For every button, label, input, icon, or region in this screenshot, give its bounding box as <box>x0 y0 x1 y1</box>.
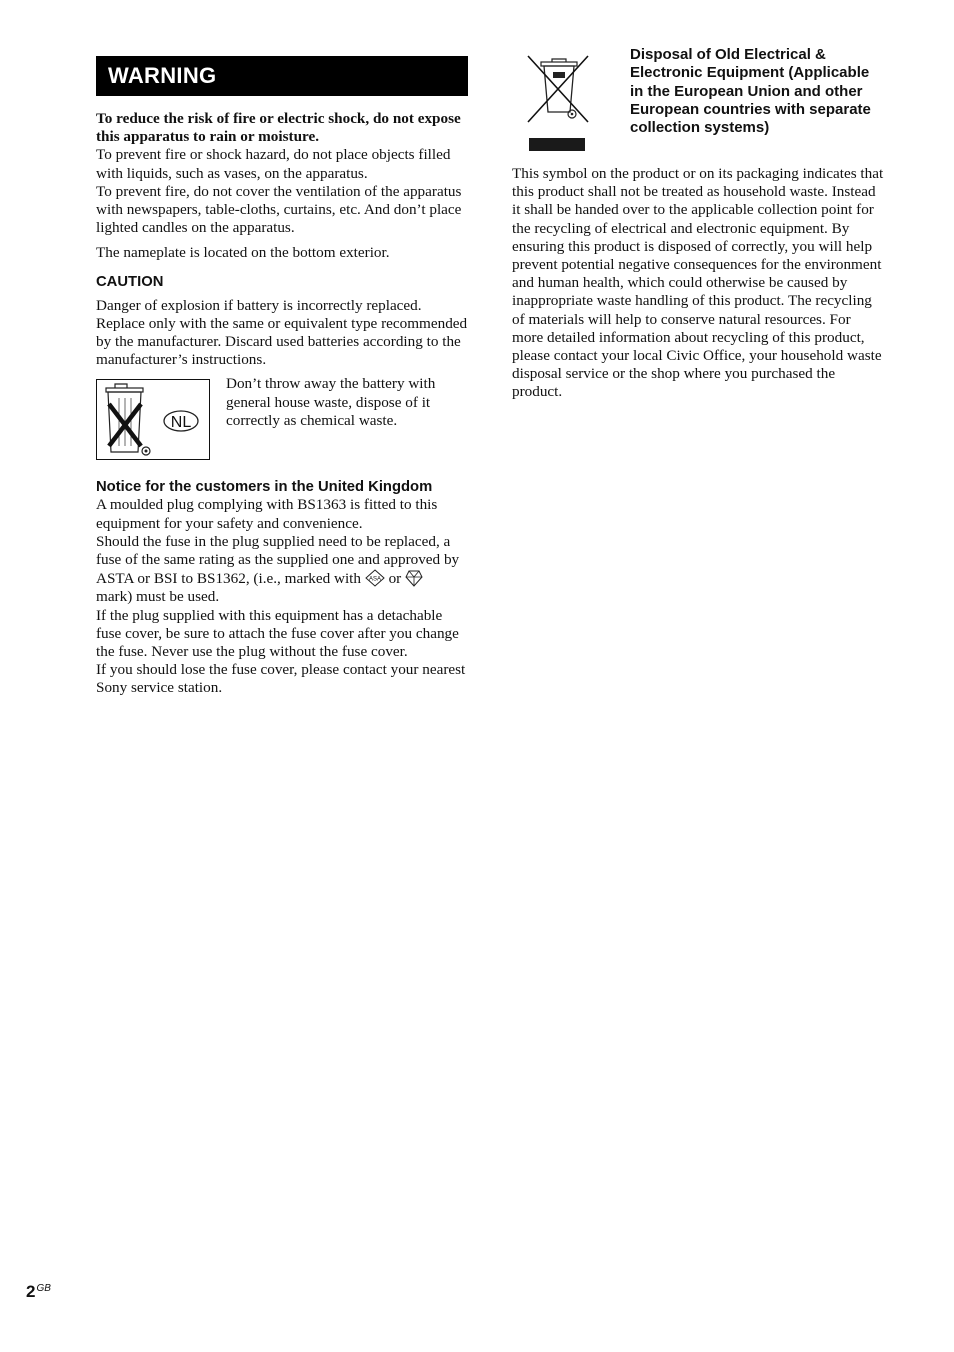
page-number <box>26 1282 51 1302</box>
uk-notice-para2-end: mark) must be used. <box>96 588 220 606</box>
warning-ventilation-text: To prevent fire, do not cover the ventilation of the apparatus with newspapers, table-cloths, curtains, etc. And don’t place lighted candles on the apparatus. <box>96 182 462 237</box>
battery-disposal-icon <box>96 379 210 460</box>
nl-label: NL <box>170 414 192 432</box>
asta-mark-label: ASA <box>368 576 381 583</box>
nameplate-text: The nameplate is located on the bottom exterior. <box>96 244 390 262</box>
warning-intro: To reduce the risk of fire or electric shock, do not expose this apparatus to rain or moisture. <box>96 110 461 146</box>
caution-text: Danger of explosion if battery is incorrectly replaced. Replace only with the same or equivalent type recommended by the manufacturer. Discard used batteries according to the manufacturer’s instructions. <box>96 296 468 369</box>
uk-notice-para1: A moulded plug complying with BS1363 is fitted to this equipment for your safety and convenience. <box>96 496 438 532</box>
warning-heading: WARNING <box>96 56 468 96</box>
page-number-value: 2 <box>26 1282 36 1301</box>
uk-notice-para4: If you should lose the fuse cover, please contact your nearest Sony service station. <box>96 661 466 697</box>
weee-symbol <box>524 52 614 159</box>
uk-notice-para3: If the plug supplied with this equipment has a detachable fuse cover, be sure to attach the fuse cover after you change the fuse. Never use the plug without the fuse cover. <box>96 606 459 661</box>
uk-notice-para2-text: Should the fuse in the plug supplied need to be replaced, a fuse of the same rating as the supplied one and approved by ASTA or BSI to BS1362, (i.e., marked with <box>96 532 460 588</box>
battery-disposal-row <box>96 375 468 460</box>
disposal-heading: Disposal of Old Electrical & Electronic Equipment (Applicable in the European Union and other European countries with separate collection systems) <box>630 46 871 137</box>
right-column <box>512 46 884 402</box>
asta-mark-icon <box>365 569 385 587</box>
battery-disposal-text: Don’t throw away the battery with general house waste, dispose of it correctly as chemical waste. <box>226 375 436 429</box>
weee-header-row <box>512 46 884 159</box>
bsi-kitemark-icon <box>405 569 423 587</box>
page-number-suffix: GB <box>36 1283 51 1294</box>
warning-objects-text: To prevent fire or shock hazard, do not place objects filled with liquids, such as vases, on the apparatus. <box>96 146 451 182</box>
uk-notice-para2 <box>96 533 468 607</box>
uk-notice-heading: Notice for the customers in the United Kingdom <box>96 479 433 496</box>
crossed-bin-icon <box>97 380 209 459</box>
crossed-wheelie-bin-icon <box>524 52 594 154</box>
disposal-text: This symbol on the product or on its packaging indicates that this product shall not be treated as household waste. Instead it shall be handed over to the applicable collection point for the recycling of electrical and electronic equipment. By ensuring this product is disposed of correctly, you will help prevent potential negative consequences for the environment and human health, which could otherwise be caused by inappropriate waste handling of this product. The recycling of materials will help to conserve natural resources. For more detailed information about recycling of this product, please contact your local Civic Office, your household waste disposal service or the shop where you purchased the product. <box>512 165 884 401</box>
caution-heading: CAUTION <box>96 273 164 290</box>
left-column <box>96 56 468 698</box>
uk-notice-or: or <box>388 570 402 588</box>
